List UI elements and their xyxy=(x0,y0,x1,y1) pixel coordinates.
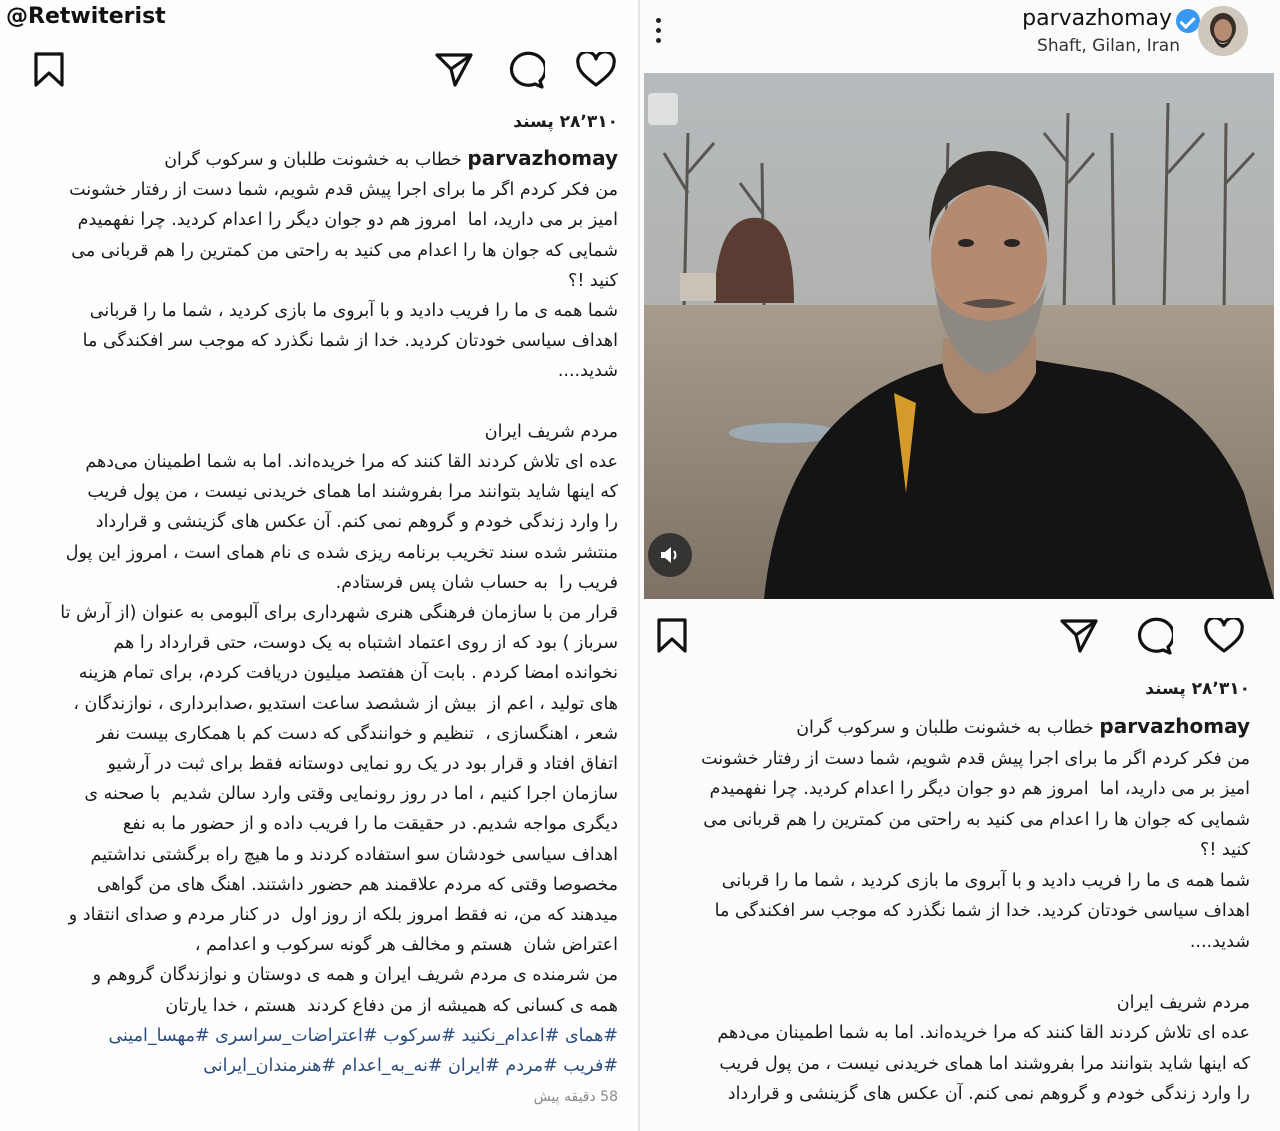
caption-username[interactable]: parvazhomay xyxy=(467,146,618,170)
video-frame xyxy=(644,73,1274,599)
watermark: @Retwiterist xyxy=(6,4,166,29)
caption-body: من فکر کردم اگر ما برای اجرا پیش قدم شویم، شما دست از رفتار خشونت امیز بر می دارید، اما امروز هم دو جوان دیگر را اعدام کردید. چرا نفهمیدم شمایی که جوان ها را اعدام می کنید به راحتی من کمترین را هم قربانی می کنید !؟ شما همه ی ما را فریب دادید و با آبروی ما بازی کردید ، شما ما را قربانی اهداف سیاسی خودتان کردید. خدا از شما نگذرد که موجب سر افکندگی ما شدید.... مردم شریف ایران عده ای تلاش کردند القا کنند که مرا خریده‌اند. اما به شما اطمینان می‌دهم که اینها شاید بتوانند مرا بفروشند اما همای خریدنی نیست ، من پول فریب را وارد زندگی خودم و گروهم نمی کنم. آن عکس های گزینشی و قرارداد xyxy=(701,748,1250,1104)
send-icon[interactable] xyxy=(435,52,473,88)
post-caption xyxy=(650,711,1250,1110)
caption-username[interactable]: parvazhomay xyxy=(1099,714,1250,738)
heart-icon[interactable] xyxy=(576,52,616,88)
caption-body: من فکر کردم اگر ما برای اجرا پیش قدم شویم، شما دست از رفتار خشونت امیز بر می دارید، اما امروز هم دو جوان دیگر را اعدام کردید. چرا نفهمیدم شمایی که جوان ها را اعدام می کنید به راحتی من کمترین را هم قربانی می کنید !؟ شما همه ی ما را فریب دادید و با آبروی ما بازی کردید ، شما ما را قربانی اهداف سیاسی خودتان کردید. خدا از شما نگذرد که موجب سر افکندگی ما شدید.... مردم شریف ایران عده ای تلاش کردند القا کنند که مرا خریده‌اند. اما به شما اطمینان می‌دهم که اینها شاید بتوانند مرا بفروشند اما همای خریدنی نیست ، من پول فریب را وارد زندگی خودم و گروهم نمی کنم. آن عکس های گزینشی و قرارداد منتشر شده سند تخریب برنامه ریزی شده ی نام همای است ، امروز این پول فریب را به حساب شان پس فرستادم. قرار من با سازمان فرهنگی هنری شهرداری برای آلبومی به عنوان (از آرش تا سرباز ) بود که از روی اعتماد اشتباه به یک دوست، حتی قرارداد را هم نخوانده امضا کردم . بابت آن هفتصد میلیون دریافت کردم، برای تمام هزینه های تولید ، اعم از بیش از ششصد ساعت استدیو ،صدابرداری ، نوازندگان ، شعر ، اهنگسازی ، تنظیم و خوانندگی که دست کم با همکاری بیست نفر اتفاق افتاد و قرار بود در یک رو نمایی دوستانه فقط برای ثبت در آرشیو سازمان اجرا کنیم ، اما در روز رونمایی وقتی وارد سالن شدیم با صحنه ی دیگری مواجه شدیم. در حقیقت ما را فریب داده و از حضور ما به نفع اهداف سیاسی خودشان سو استفاده کردند و ما هیچ راه برگشتی نداشتیم مخصوصا وقتی که مردم علاقمند هم حضور داشتند. اهنگ های من گواهی میدهند که من، نه فقط امروز بلکه از روز اول در کنار مردم و صدای انتقاد و اعتراض شان هستم و مخالف هر گونه سرکوب و اعدامم ، من شرمنده ی مردم شریف ایران و همه ی دوستان و نوازندگان گروهم و همه ی کسانی که همیشه از من دفاع کردند هستم ، خدا یارتان xyxy=(60,180,618,1016)
post-caption xyxy=(8,143,618,1081)
comment-icon[interactable] xyxy=(1133,617,1173,655)
likes-count: ۲۸٬۳۱۰ پسند xyxy=(513,112,618,132)
profile-username[interactable]: parvazhomay xyxy=(1022,6,1172,31)
more-icon[interactable] xyxy=(656,18,661,48)
right-post-panel xyxy=(640,0,1280,1131)
caption-hashtags[interactable]: #همای #اعدام_نکنید #سرکوب #اعتراضات_سراسری #مهسا_امینی #فریب #مردم #ایران #نه_به_اعدام #هنرمندان_ایرانی xyxy=(108,1025,618,1077)
post-timestamp: 58 دقیقه پیش xyxy=(533,1089,618,1105)
bookmark-icon[interactable] xyxy=(33,52,65,88)
speaker-icon[interactable] xyxy=(648,533,692,577)
caption-title: خطاب به خشونت طلبان و سرکوب گران xyxy=(796,718,1094,738)
reel-badge xyxy=(648,93,678,125)
comment-icon[interactable] xyxy=(505,51,545,89)
heart-icon[interactable] xyxy=(1204,618,1244,654)
likes-count: ۲۸٬۳۱۰ پسند xyxy=(1145,679,1250,699)
post-video[interactable] xyxy=(644,73,1274,599)
send-icon[interactable] xyxy=(1060,618,1098,654)
caption-title: خطاب به خشونت طلبان و سرکوب گران xyxy=(164,150,462,170)
verified-icon xyxy=(1176,9,1200,33)
avatar[interactable] xyxy=(1198,6,1248,56)
bookmark-icon[interactable] xyxy=(656,618,688,654)
profile-location[interactable]: Shaft, Gilan, Iran xyxy=(1037,36,1180,56)
